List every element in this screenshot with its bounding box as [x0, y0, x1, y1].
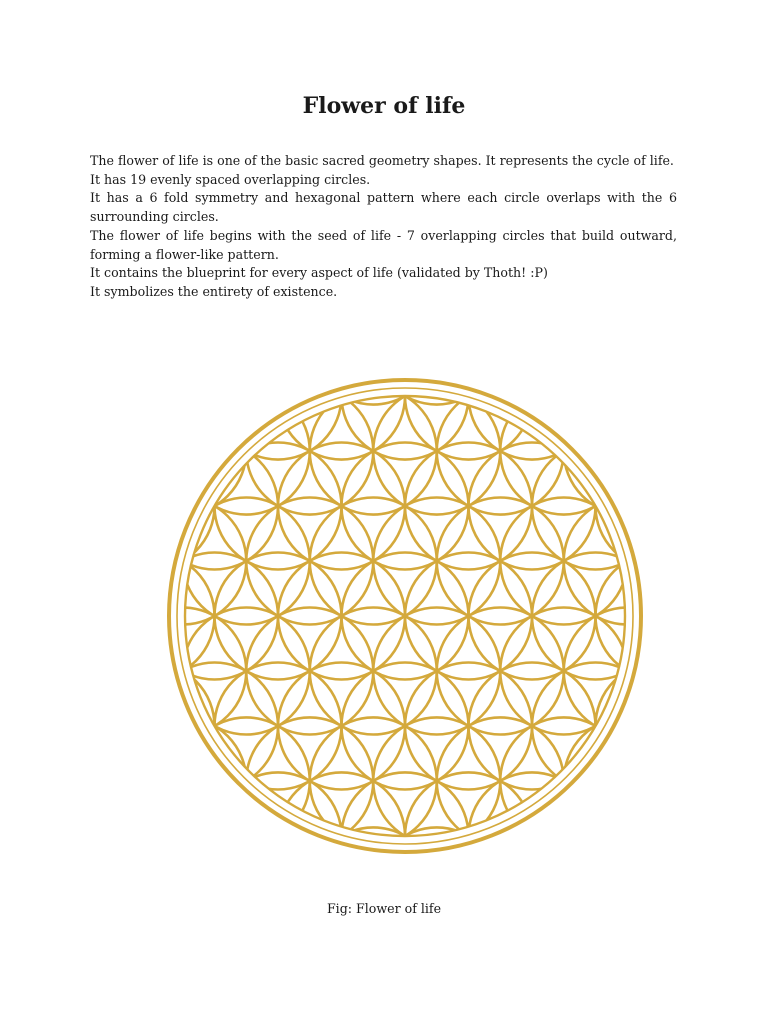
pattern-circle [373, 827, 500, 892]
flower-of-life-figure [154, 340, 656, 892]
paragraph-entirety: It symbolizes the entirety of existence. [90, 283, 338, 299]
paragraph-nineteen-circles: It has 19 evenly spaced overlapping circles. [90, 171, 371, 187]
flower-of-life-drawing [154, 340, 656, 892]
paragraph-seed-of-life: The flower of life begins with the seed of life - 7 overlapping circles that build outward, forming a flower-like pattern. [90, 227, 677, 262]
body-text [90, 152, 677, 302]
paragraph-blueprint: It contains the blueprint for every aspect of life (validated by Thoth! :P) [90, 265, 548, 281]
page-title: Flower of life [302, 93, 466, 119]
paragraph-six-fold-symmetry: It has a 6 fold symmetry and hexagonal pattern where each circle overlaps with the 6 surrounding circles. [90, 190, 677, 225]
pattern-circle [310, 340, 437, 405]
figure-caption: Fig: Flower of life [326, 901, 442, 916]
pattern-circle [310, 827, 437, 892]
paragraph-cycle-of-life: The flower of life is one of the basic sacred geometry shapes. It represents the cycle of life. [90, 153, 674, 168]
pattern-circle [373, 340, 500, 405]
pattern-circles [154, 340, 656, 892]
